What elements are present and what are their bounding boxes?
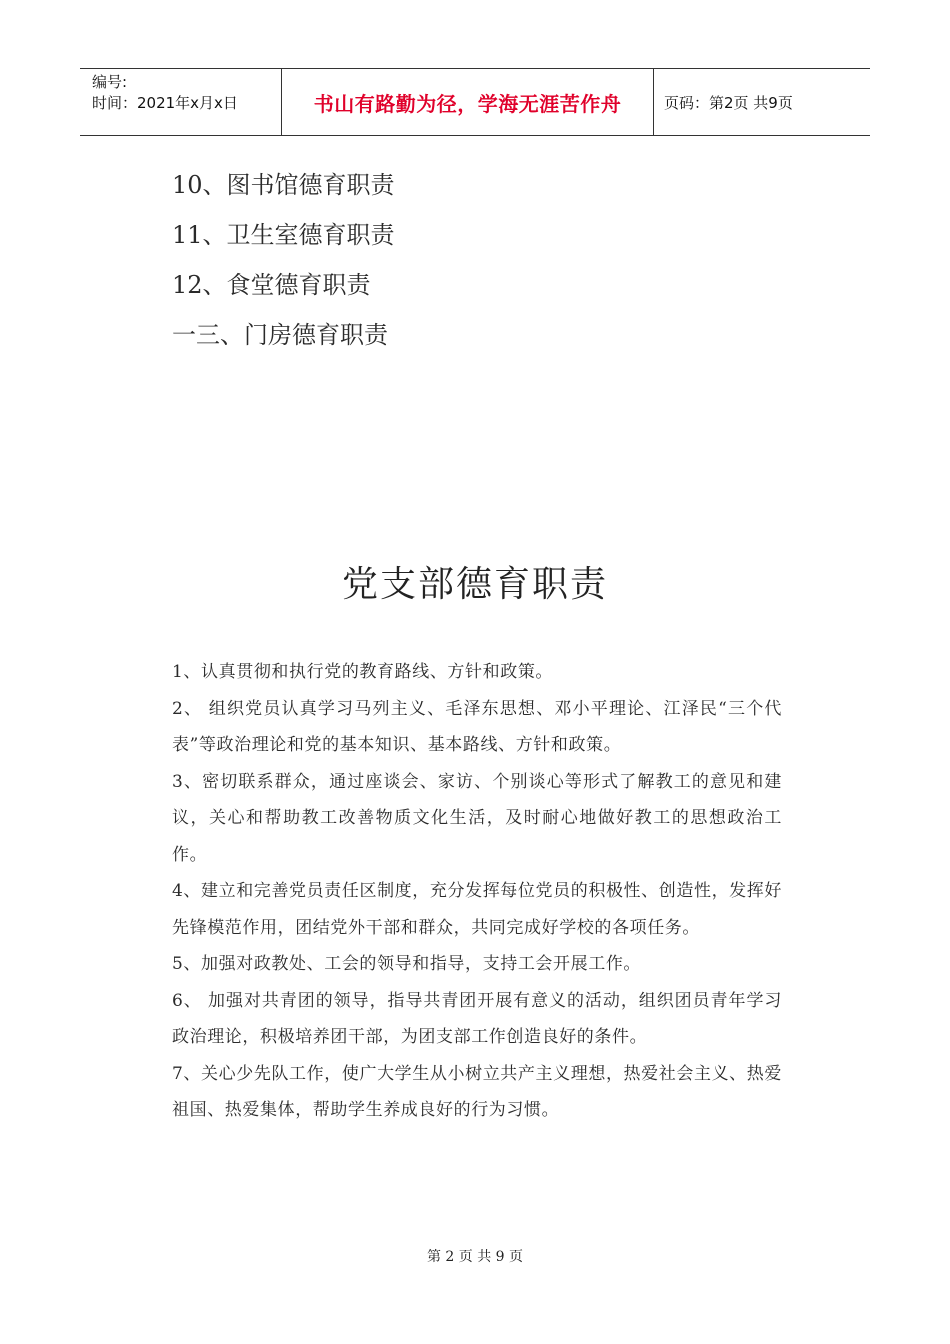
- duties-body: [172, 654, 782, 1129]
- table-of-contents-list: [172, 162, 395, 362]
- duty-paragraph: 6、 加强对共青团的领导，指导共青团开展有意义的活动，组织团员青年学习政治理论，积极培养团干部，为团支部工作创造良好的条件。: [172, 990, 782, 1047]
- header-meta-cell: [80, 69, 282, 135]
- section-title: 党支部德育职责: [341, 564, 608, 605]
- toc-item: 11、卫生室德育职责: [172, 221, 395, 249]
- header-page-number: 页码：第2页 共9页: [664, 93, 793, 112]
- toc-item: 10、图书馆德育职责: [172, 171, 395, 199]
- page-footer: 第 2 页 共 9 页: [426, 1249, 524, 1265]
- document-header: [80, 68, 870, 136]
- duty-paragraph: 1、认真贯彻和执行党的教育路线、方针和政策。: [172, 662, 554, 682]
- duty-paragraph: 7、关心少先队工作，使广大学生从小树立共产主义理想，热爱社会主义、热爱祖国、热爱集体，帮助学生养成良好的行为习惯。: [172, 1063, 782, 1120]
- header-motto: 书山有路勤为径，学海无涯苦作舟: [282, 69, 654, 135]
- date-label: 时间：2021年x月x日: [92, 94, 238, 112]
- duty-paragraph: 2、 组织党员认真学习马列主义、毛泽东思想、邓小平理论、江泽民“三个代表”等政治理论和党的基本知识、基本路线、方针和政策。: [172, 698, 782, 755]
- serial-number-label: 编号:: [92, 73, 128, 91]
- duty-paragraph: 5、加强对政教处、工会的领导和指导，支持工会开展工作。: [172, 954, 642, 974]
- toc-item: 一三、门房德育职责: [172, 321, 388, 349]
- toc-item: 12、食堂德育职责: [172, 271, 371, 299]
- duty-paragraph: 3、密切联系群众，通过座谈会、家访、个别谈心等形式了解教工的意见和建议，关心和帮助教工改善物质文化生活，及时耐心地做好教工的思想政治工作。: [172, 771, 782, 865]
- duty-paragraph: 4、建立和完善党员责任区制度，充分发挥每位党员的积极性、创造性，发挥好先锋模范作用，团结党外干部和群众，共同完成好学校的各项任务。: [172, 881, 782, 938]
